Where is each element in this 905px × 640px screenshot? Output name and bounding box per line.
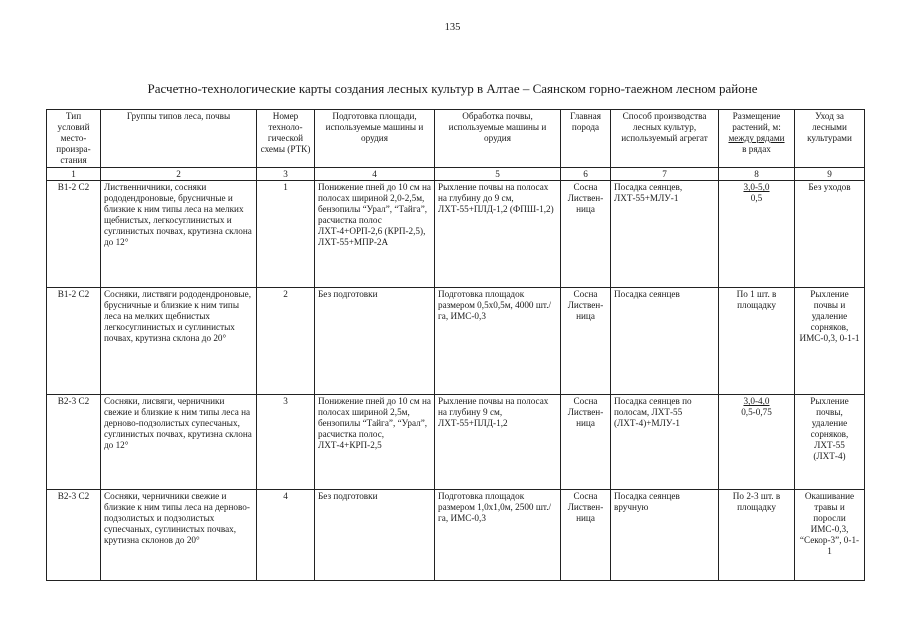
header-row	[47, 110, 865, 168]
column-number: 4	[315, 168, 435, 181]
header-type: Тип условий место-произра-стания	[47, 110, 101, 168]
header-groups: Группы типов леса, почвы	[101, 110, 257, 168]
cell-groups: Лиственничники, сосняки рододендроновые, брусничные и близкие к ним типы леса на мелких щебнистых, легкосуглинистых и суглинистых почвах, крутизна склона до 12°	[101, 181, 257, 288]
document-title: Расчетно-технологические карты создания лесных культур в Алтае – Саянском горно-таежном лесном районе	[147, 81, 758, 96]
table-row	[47, 181, 865, 288]
placement-between-rows: 3,0-5,0	[743, 182, 770, 192]
column-number: 9	[795, 168, 865, 181]
cell-species: Сосна Листвен-ница	[561, 395, 611, 490]
column-number: 1	[47, 168, 101, 181]
header-placement-line2: между рядами	[728, 133, 785, 143]
cell-method: Посадка сеянцев, ЛХТ-55+МЛУ-1	[611, 181, 719, 288]
rtk-table	[46, 109, 865, 581]
column-number: 7	[611, 168, 719, 181]
cell-type: В2-3 С2	[47, 490, 101, 581]
cell-scheme: 3	[257, 395, 315, 490]
column-number: 3	[257, 168, 315, 181]
cell-prep: Без подготовки	[315, 288, 435, 395]
cell-type: В1-2 С2	[47, 288, 101, 395]
column-number: 6	[561, 168, 611, 181]
header-placement-line1: Размещение растений, м:	[732, 111, 781, 132]
placement-in-rows: 0,5	[750, 193, 763, 203]
cell-groups: Сосняки, черничники свежие и близкие к ним типы леса на дерново-подзолистых и подзолистых супесчаных, суглинистых почвах, крутизна склонов до 20°	[101, 490, 257, 581]
cell-soil: Рыхление почвы на полосах на глубину до 9 см, ЛХТ-55+ПЛД-1,2 (ФПШ-1,2)	[435, 181, 561, 288]
cell-method: Посадка сеянцев	[611, 288, 719, 395]
cell-care: Окашивание травы и поросли ИМС-0,3, “Секор-3”, 0-1-1	[795, 490, 865, 581]
header-method: Способ производства лесных культур, используемый агрегат	[611, 110, 719, 168]
cell-scheme: 1	[257, 181, 315, 288]
placement-between-rows: 3,0-4,0	[743, 396, 770, 406]
header-placement-line3: в рядах	[742, 144, 771, 154]
cell-placement	[719, 395, 795, 490]
cell-soil: Рыхление почвы на полосах на глубину 9 см, ЛХТ-55+ПЛД-1,2	[435, 395, 561, 490]
cell-groups: Сосняки, лисвяги, черничники свежие и близкие к ним типы леса на дерново-подзолистых супесчаных, суглинистых почвах, крутизна склона до 12°	[101, 395, 257, 490]
header-prep: Подготовка площади, используемые машины и орудия	[315, 110, 435, 168]
column-number: 5	[435, 168, 561, 181]
cell-care: Рыхление почвы, удаление сорняков, ЛХТ-55 (ЛХТ-4)	[795, 395, 865, 490]
cell-prep: Понижение пней до 10 см на полосах шириной 2,0-2,5м, бензопилы “Урал”, “Тайга”, расчистка полос ЛХТ-4+ОРП-2,6 (КРП-2,5), ЛХТ-55+МПР-2А	[315, 181, 435, 288]
header-scheme: Номер техноло-гической схемы (РТК)	[257, 110, 315, 168]
column-number: 8	[719, 168, 795, 181]
cell-type: В1-2 С2	[47, 181, 101, 288]
cell-soil: Подготовка площадок размером 0,5х0,5м, 4000 шт./га, ИМС-0,3	[435, 288, 561, 395]
header-placement	[719, 110, 795, 168]
column-number-row	[47, 168, 865, 181]
column-number: 2	[101, 168, 257, 181]
cell-prep: Без подготовки	[315, 490, 435, 581]
cell-placement: По 2-3 шт. в площадку	[719, 490, 795, 581]
table-row	[47, 490, 865, 581]
cell-method: Посадка сеянцев по полосам, ЛХТ-55 (ЛХТ-4)+МЛУ-1	[611, 395, 719, 490]
cell-scheme: 2	[257, 288, 315, 395]
cell-species: Сосна Листвен-ница	[561, 181, 611, 288]
page-number: 135	[444, 22, 461, 33]
cell-prep: Понижение пней до 10 см на полосах шириной 2,5м, бензопилы “Тайга”, “Урал”, расчистка полос, ЛХТ-4+КРП-2,5	[315, 395, 435, 490]
cell-placement	[719, 181, 795, 288]
cell-species: Сосна Листвен-ница	[561, 490, 611, 581]
placement-in-rows: 0,5-0,75	[741, 407, 772, 417]
cell-species: Сосна Листвен-ница	[561, 288, 611, 395]
header-care: Уход за лесными культурами	[795, 110, 865, 168]
cell-groups: Сосняки, листвяги рододендроновые, брусничные и близкие к ним типы леса на мелких щебнистых легкосуглинистых и суглинистых почвах, крутизна склона до 20°	[101, 288, 257, 395]
cell-scheme: 4	[257, 490, 315, 581]
table-row	[47, 288, 865, 395]
cell-care: Рыхление почвы и удаление сорняков, ИМС-0,3, 0-1-1	[795, 288, 865, 395]
cell-care: Без уходов	[795, 181, 865, 288]
cell-placement: По 1 шт. в площадку	[719, 288, 795, 395]
cell-method: Посадка сеянцев вручную	[611, 490, 719, 581]
table-row	[47, 395, 865, 490]
cell-type: В2-3 С2	[47, 395, 101, 490]
cell-soil: Подготовка площадок размером 1,0х1,0м, 2500 шт./га, ИМС-0,3	[435, 490, 561, 581]
header-soil: Обработка почвы, используемые машины и орудия	[435, 110, 561, 168]
header-species: Главная порода	[561, 110, 611, 168]
